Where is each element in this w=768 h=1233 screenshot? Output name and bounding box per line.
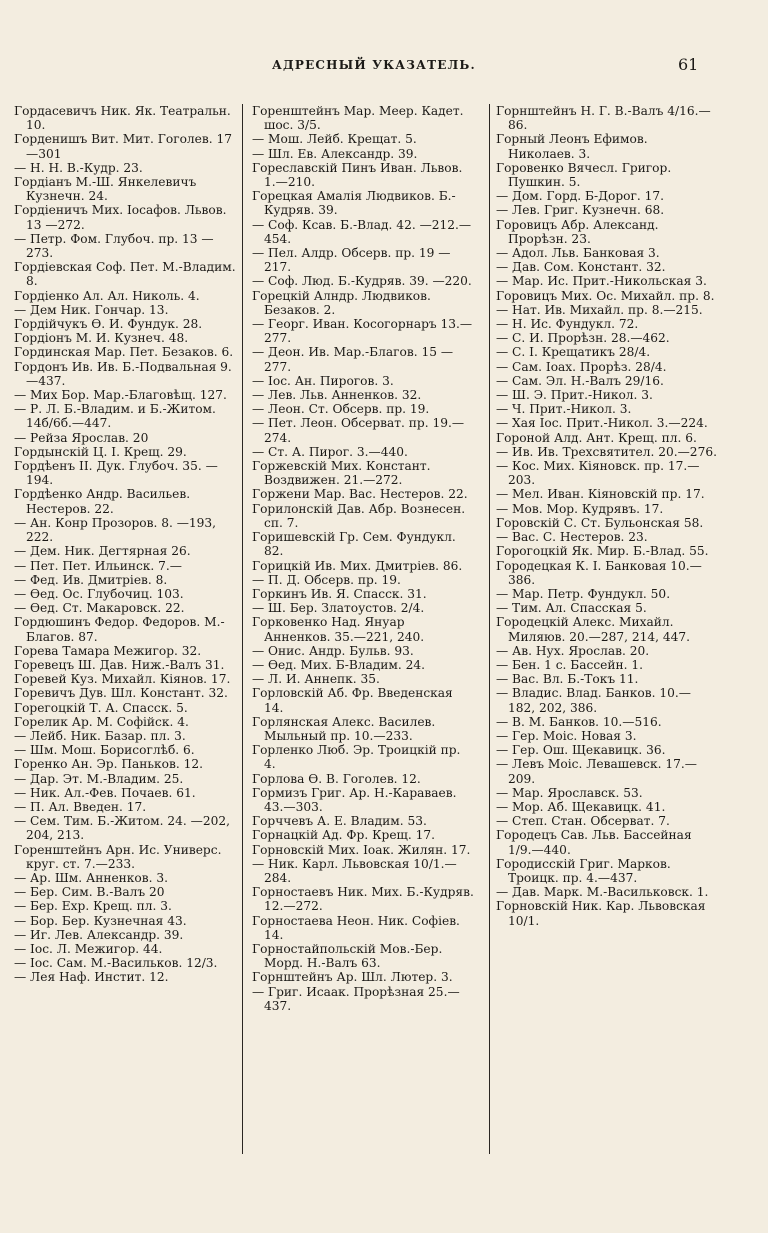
directory-entry: — Мел. Иван. Кiяновскiй пр. 17. bbox=[496, 487, 705, 502]
directory-entry: — Өед. Мих. Б-Владим. 24. bbox=[252, 657, 426, 672]
directory-entry: — Ш. Э. Прит.-Никол. 3. bbox=[496, 388, 653, 403]
directory-entry: Горностаевъ Ник. Мих. Б.-Кудряв. 12.—272. bbox=[252, 885, 474, 914]
directory-entry: Горилонскiй Дав. Абр. Вознесен. сп. 7. bbox=[252, 501, 466, 530]
directory-entry: — Гер. Моiс. Новая 3. bbox=[496, 728, 637, 743]
directory-entry: Горенштейнъ Арн. Ис. Универс. круг. ст. 7.—233. bbox=[14, 842, 222, 871]
directory-entry: Горностаева Неон. Ник. Софiев. 14. bbox=[252, 913, 460, 942]
directory-entry: Горенко Ан. Эр. Паньков. 12. bbox=[14, 757, 203, 772]
directory-entry: Гордѣенъ II. Дук. Глубоч. 35. —194. bbox=[14, 459, 218, 488]
directory-entry: Городецкая К. I. Банковая 10.—386. bbox=[496, 558, 702, 587]
directory-entry: — Соф. Люд. Б.-Кудряв. 39. —220. bbox=[252, 274, 472, 289]
directory-entry: — Гер. Ош. Щекавицк. 36. bbox=[496, 743, 666, 758]
directory-entry: — Григ. Исаак. Прорѣзная 25.—437. bbox=[252, 984, 460, 1013]
directory-entry: Гордiанъ М.-Ш. Янкелевичъ Кузнечн. 24. bbox=[14, 175, 197, 204]
directory-entry: — Ник. Ал.-Фев. Почаев. 61. bbox=[14, 785, 196, 800]
directory-entry: — Мар. Петр. Фундукл. 50. bbox=[496, 586, 671, 601]
directory-entry: Гординская Мар. Пет. Безаков. 6. bbox=[14, 345, 234, 360]
directory-entry: — Н. Н. В.-Кудр. 23. bbox=[14, 160, 143, 175]
directory-entry: — Лейб. Ник. Базар. пл. 3. bbox=[14, 728, 186, 743]
directory-entry: — Мош. Лейб. Крещат. 5. bbox=[252, 132, 417, 147]
directory-entry: Горжевскiй Мих. Констант. Воздвижен. 21.—272. bbox=[252, 459, 431, 488]
directory-entry: — Дар. Эт. М.-Владим. 25. bbox=[14, 771, 184, 786]
directory-entry: Гордѣенко Андр. Васильев. Нестеров. 22. bbox=[14, 487, 191, 516]
directory-entry: — Шм. Мош. Борисоглѣб. 6. bbox=[14, 743, 195, 758]
directory-entry: Горишевскiй Гр. Сем. Фундукл. 82. bbox=[252, 530, 456, 559]
directory-entry: — Ив. Ив. Трехсвятител. 20.—276. bbox=[496, 444, 717, 459]
directory-entry: Горицкiй Ив. Мих. Дмитрiев. 86. bbox=[252, 558, 463, 573]
directory-entry: — Фед. Ив. Дмитрiев. 8. bbox=[14, 572, 168, 587]
directory-entry: Горновскiй Ник. Кар. Львовская 10/1. bbox=[496, 899, 706, 928]
directory-entry: — П. Ал. Введен. 17. bbox=[14, 799, 147, 814]
directory-entry: Горовицъ Абр. Александ. Прорѣзн. 23. bbox=[496, 217, 659, 246]
directory-entry: Горевей Куз. Михайл. Кiянов. 17. bbox=[14, 672, 231, 687]
directory-entry: — Р. Л. Б.-Владим. и Б.-Житом. 14б/6б.—447. bbox=[14, 402, 216, 431]
directory-entry: — Степ. Стан. Обсерват. 7. bbox=[496, 814, 670, 829]
directory-entry: — Iос. Сам. М.-Васильков. 12/3. bbox=[14, 956, 218, 971]
directory-entry: Горогоцкiй Як. Мир. Б.-Влад. 55. bbox=[496, 544, 709, 559]
directory-entry: Горный Леонъ Ефимов. Николаев. 3. bbox=[496, 132, 648, 161]
directory-entry: — Н. Ис. Фундукл. 72. bbox=[496, 317, 639, 332]
directory-entry: — Өед. Ст. Макаровск. 22. bbox=[14, 601, 185, 616]
directory-entry: — Лев. Григ. Кузнечн. 68. bbox=[496, 203, 665, 218]
directory-entry: Горччевъ А. Е. Владим. 53. bbox=[252, 814, 427, 829]
directory-entry: — Мов. Мор. Кудрявъ. 17. bbox=[496, 501, 664, 516]
directory-entry: Горжени Мар. Вас. Нестеров. 22. bbox=[252, 487, 468, 502]
page-number: 61 bbox=[678, 55, 699, 74]
directory-entry: — Адол. Льв. Банковая 3. bbox=[496, 246, 660, 261]
directory-entry: Горовскiй С. Ст. Бульонская 58. bbox=[496, 515, 704, 530]
directory-entry: — Дем. Ник. Дегтярная 26. bbox=[14, 544, 191, 559]
directory-entry: — Кос. Мих. Кiяновск. пр. 17.—203. bbox=[496, 459, 700, 488]
directory-entry: Гормизъ Григ. Ар. Н.-Караваев. 43.—303. bbox=[252, 785, 457, 814]
directory-entry: Горенштейнъ Мар. Меер. Кадет. шос. 3/5. bbox=[252, 104, 464, 133]
directory-entry: — Дав. Сом. Констант. 32. bbox=[496, 260, 666, 275]
directory-entry: — Ник. Карл. Львовская 10/1.—284. bbox=[252, 856, 457, 885]
directory-entry: — Петр. Фом. Глубоч. пр. 13 —273. bbox=[14, 231, 214, 261]
directory-entry: — Пет. Пет. Ильинск. 7.— bbox=[14, 558, 182, 573]
directory-entry: — Бен. 1 с. Бассейн. 1. bbox=[496, 657, 644, 672]
directory-entry: Горностайпольскiй Мов.-Бер. Морд. Н.-Валъ 63. bbox=[252, 941, 443, 971]
directory-entry: Горегоцкiй Т. А. Спасск. 5. bbox=[14, 700, 188, 715]
directory-entry: Горновскiй Мих. Iоак. Жилян. 17. bbox=[252, 842, 471, 857]
directory-entry: Гордiонъ М. И. Кузнеч. 48. bbox=[14, 331, 189, 346]
directory-entry: — Iос. Л. Межигор. 44. bbox=[14, 941, 163, 956]
directory-entry: Гордюшинъ Федор. Федоров. М.-Благов. 87. bbox=[14, 615, 225, 644]
directory-entry: — Iос. Ан. Пирогов. 3. bbox=[252, 373, 394, 388]
directory-entry: Горлянская Алекс. Василев. Мыльный пр. 10.—233. bbox=[252, 714, 436, 743]
directory-entry: — Рейза Ярослав. 20 bbox=[14, 430, 149, 445]
directory-entry: Гороной Алд. Ант. Крещ. пл. 6. bbox=[496, 430, 697, 445]
directory-entry: Горловскiй Аб. Фр. Введенская 14. bbox=[252, 686, 453, 715]
directory-entry: — Лев. Льв. Анненков. 32. bbox=[252, 388, 422, 403]
directory-entry: Гореславскiй Пинъ Иван. Львов. 1.—210. bbox=[252, 160, 463, 190]
directory-entry: Гордiенко Ал. Ал. Николь. 4. bbox=[14, 288, 200, 303]
column-1 bbox=[14, 104, 236, 1214]
directory-entry: — Соф. Ксав. Б.-Влад. 42. —212.—454. bbox=[252, 217, 472, 246]
directory-entry: — Вас. Вл. Б.-Токъ 11. bbox=[496, 672, 639, 687]
directory-entry: Гордiевская Соф. Пет. М.-Владим. 8. bbox=[14, 260, 236, 289]
directory-entry: — Ч. Прит.-Никол. 3. bbox=[496, 402, 632, 417]
directory-entry: Городецъ Сав. Льв. Бассейная 1/9.—440. bbox=[496, 828, 692, 857]
directory-entry: — Нат. Ив. Михайл. пр. 8.—215. bbox=[496, 302, 703, 317]
directory-entry: — Пел. Алдр. Обсерв. пр. 19 —217. bbox=[252, 246, 451, 275]
directory-entry: Горковенко Над. Януар Анненков. 35.—221, 240. bbox=[252, 615, 425, 644]
directory-entry: — Деон. Ив. Мар.-Благов. 15 —277. bbox=[252, 345, 454, 374]
directory-entry: — Тим. Ал. Спасская 5. bbox=[496, 601, 647, 616]
column-3 bbox=[496, 104, 718, 1214]
directory-entry: Гордынскiй Ц. I. Крещ. 29. bbox=[14, 444, 187, 459]
directory-entry: — Ш. Бер. Златоустов. 2/4. bbox=[252, 601, 425, 616]
directory-entry: Гордiйчукъ Ө. И. Фундук. 28. bbox=[14, 317, 203, 332]
directory-entry: — Хая Iос. Прит.-Никол. 3.—224. bbox=[496, 416, 708, 431]
directory-entry: Гордасевичъ Ник. Як. Театральн. 10. bbox=[14, 104, 231, 133]
directory-entry: Горевецъ Ш. Дав. Ниж.-Валъ 31. bbox=[14, 657, 225, 672]
directory-entry: — Ар. Шм. Анненков. 3. bbox=[14, 870, 168, 885]
directory-entry: — Вас. С. Нестеров. 23. bbox=[496, 530, 648, 545]
directory-entry: — Сам. Iоах. Прорѣз. 28/4. bbox=[496, 359, 667, 374]
directory-entry: — Онис. Андр. Бульв. 93. bbox=[252, 643, 414, 658]
directory-entry: — Мих Бор. Мар.-Благовѣщ. 127. bbox=[14, 388, 227, 403]
directory-entry: Горнацкiй Ад. Фр. Крещ. 17. bbox=[252, 828, 436, 843]
directory-entry: Горленко Люб. Эр. Троицкiй пр. 4. bbox=[252, 743, 461, 772]
directory-entry: Горкинъ Ив. Я. Спасск. 31. bbox=[252, 586, 427, 601]
column-2 bbox=[252, 104, 474, 1214]
directory-entry: Горецкiй Алндр. Людвиков. Безаков. 2. bbox=[252, 288, 431, 317]
directory-entry: — Өед. Ос. Глубочиц. 103. bbox=[14, 586, 184, 601]
directory-entry: — Иг. Лев. Александр. 39. bbox=[14, 927, 184, 942]
page-header bbox=[0, 55, 768, 82]
directory-entry: Горева Тамара Межигор. 32. bbox=[14, 643, 202, 658]
directory-entry: — Ав. Нух. Ярослав. 20. bbox=[496, 643, 650, 658]
directory-entry: — П. Д. Обсерв. пр. 19. bbox=[252, 572, 401, 587]
directory-entry: — Сем. Тим. Б.-Житом. 24. —202, 204, 213. bbox=[14, 814, 230, 843]
directory-entry: — Владис. Влад. Банков. 10.—182, 202, 386. bbox=[496, 686, 691, 715]
directory-entry: — Мар. Ярославск. 53. bbox=[496, 785, 643, 800]
directory-entry: Горденишъ Вит. Мит. Гоголев. 17 —301 bbox=[14, 132, 232, 161]
directory-entry: Гордонъ Ив. Ив. Б.-Подвальная 9.—437. bbox=[14, 359, 232, 388]
directory-entry: Горецкая Амалiя Людвиков. Б.-Кудряв. 39. bbox=[252, 189, 456, 218]
directory-entry: Городисскiй Григ. Марков. Троицк. пр. 4.—437. bbox=[496, 856, 671, 885]
directory-entry: Горнштейнъ Ар. Шл. Лютер. 3. bbox=[252, 970, 453, 985]
directory-entry: — С. И. Прорѣзн. 28.—462. bbox=[496, 331, 670, 346]
directory-entry: — Ст. А. Пирог. 3.—440. bbox=[252, 444, 408, 459]
directory-entry: — Л. И. Аннепк. 35. bbox=[252, 672, 380, 687]
address-columns bbox=[14, 104, 717, 1214]
directory-entry: Городецкiй Алекс. Михайл. Миляюв. 20.—287, 214, 447. bbox=[496, 615, 690, 644]
directory-entry: — Леон. Ст. Обсерв. пр. 19. bbox=[252, 402, 430, 417]
directory-entry: — В. М. Банков. 10.—516. bbox=[496, 714, 662, 729]
directory-entry: — Бер. Ехр. Крещ. пл. 3. bbox=[14, 899, 172, 914]
directory-entry: — Левъ Моiс. Левашевск. 17.—209. bbox=[496, 757, 697, 786]
directory-entry: — Дав. Марк. М.-Васильковск. 1. bbox=[496, 885, 709, 900]
directory-entry: — Дом. Горд. Б-Дорог. 17. bbox=[496, 189, 664, 204]
directory-entry: Горовенко Вячесл. Григор. Пушкин. 5. bbox=[496, 160, 672, 190]
running-title: АДРЕСНЫЙ УКАЗАТЕЛЬ. bbox=[272, 58, 476, 72]
directory-entry: — Пет. Леон. Обсерват. пр. 19.—274. bbox=[252, 416, 465, 445]
directory-entry: — Бор. Бер. Кузнечная 43. bbox=[14, 913, 187, 928]
directory-entry: Горлова Ө. В. Гоголев. 12. bbox=[252, 771, 421, 786]
directory-entry: Горнштейнъ Н. Г. В.-Валъ 4/16.—86. bbox=[496, 104, 711, 133]
directory-entry: — Ан. Конр Прозоров. 8. —193, 222. bbox=[14, 515, 217, 545]
directory-entry: — Бер. Сим. В.-Валъ 20 bbox=[14, 885, 165, 900]
directory-entry: Гордiеничъ Мих. Iосафов. Львов. 13 —272. bbox=[14, 203, 227, 232]
directory-entry: — Георг. Иван. Косогорнаръ 13.—277. bbox=[252, 317, 473, 346]
directory-entry: — Сам. Эл. Н.-Валъ 29/16. bbox=[496, 373, 664, 388]
directory-entry: — Мор. Аб. Щекавицк. 41. bbox=[496, 799, 666, 814]
directory-entry: — Лея Наф. Инстит. 12. bbox=[14, 970, 169, 985]
directory-entry: Горовицъ Мих. Ос. Михайл. пр. 8. bbox=[496, 288, 715, 303]
directory-entry: Горелик Ар. М. Софiйск. 4. bbox=[14, 714, 189, 729]
directory-entry: — С. I. Крещатикъ 28/4. bbox=[496, 345, 651, 360]
directory-entry: Горевичъ Дув. Шл. Констант. 32. bbox=[14, 686, 228, 701]
directory-entry: — Мар. Ис. Прит.-Никольская 3. bbox=[496, 274, 707, 289]
directory-entry: — Шл. Ев. Александр. 39. bbox=[252, 146, 418, 161]
directory-entry: — Дем Ник. Гончар. 13. bbox=[14, 302, 169, 317]
